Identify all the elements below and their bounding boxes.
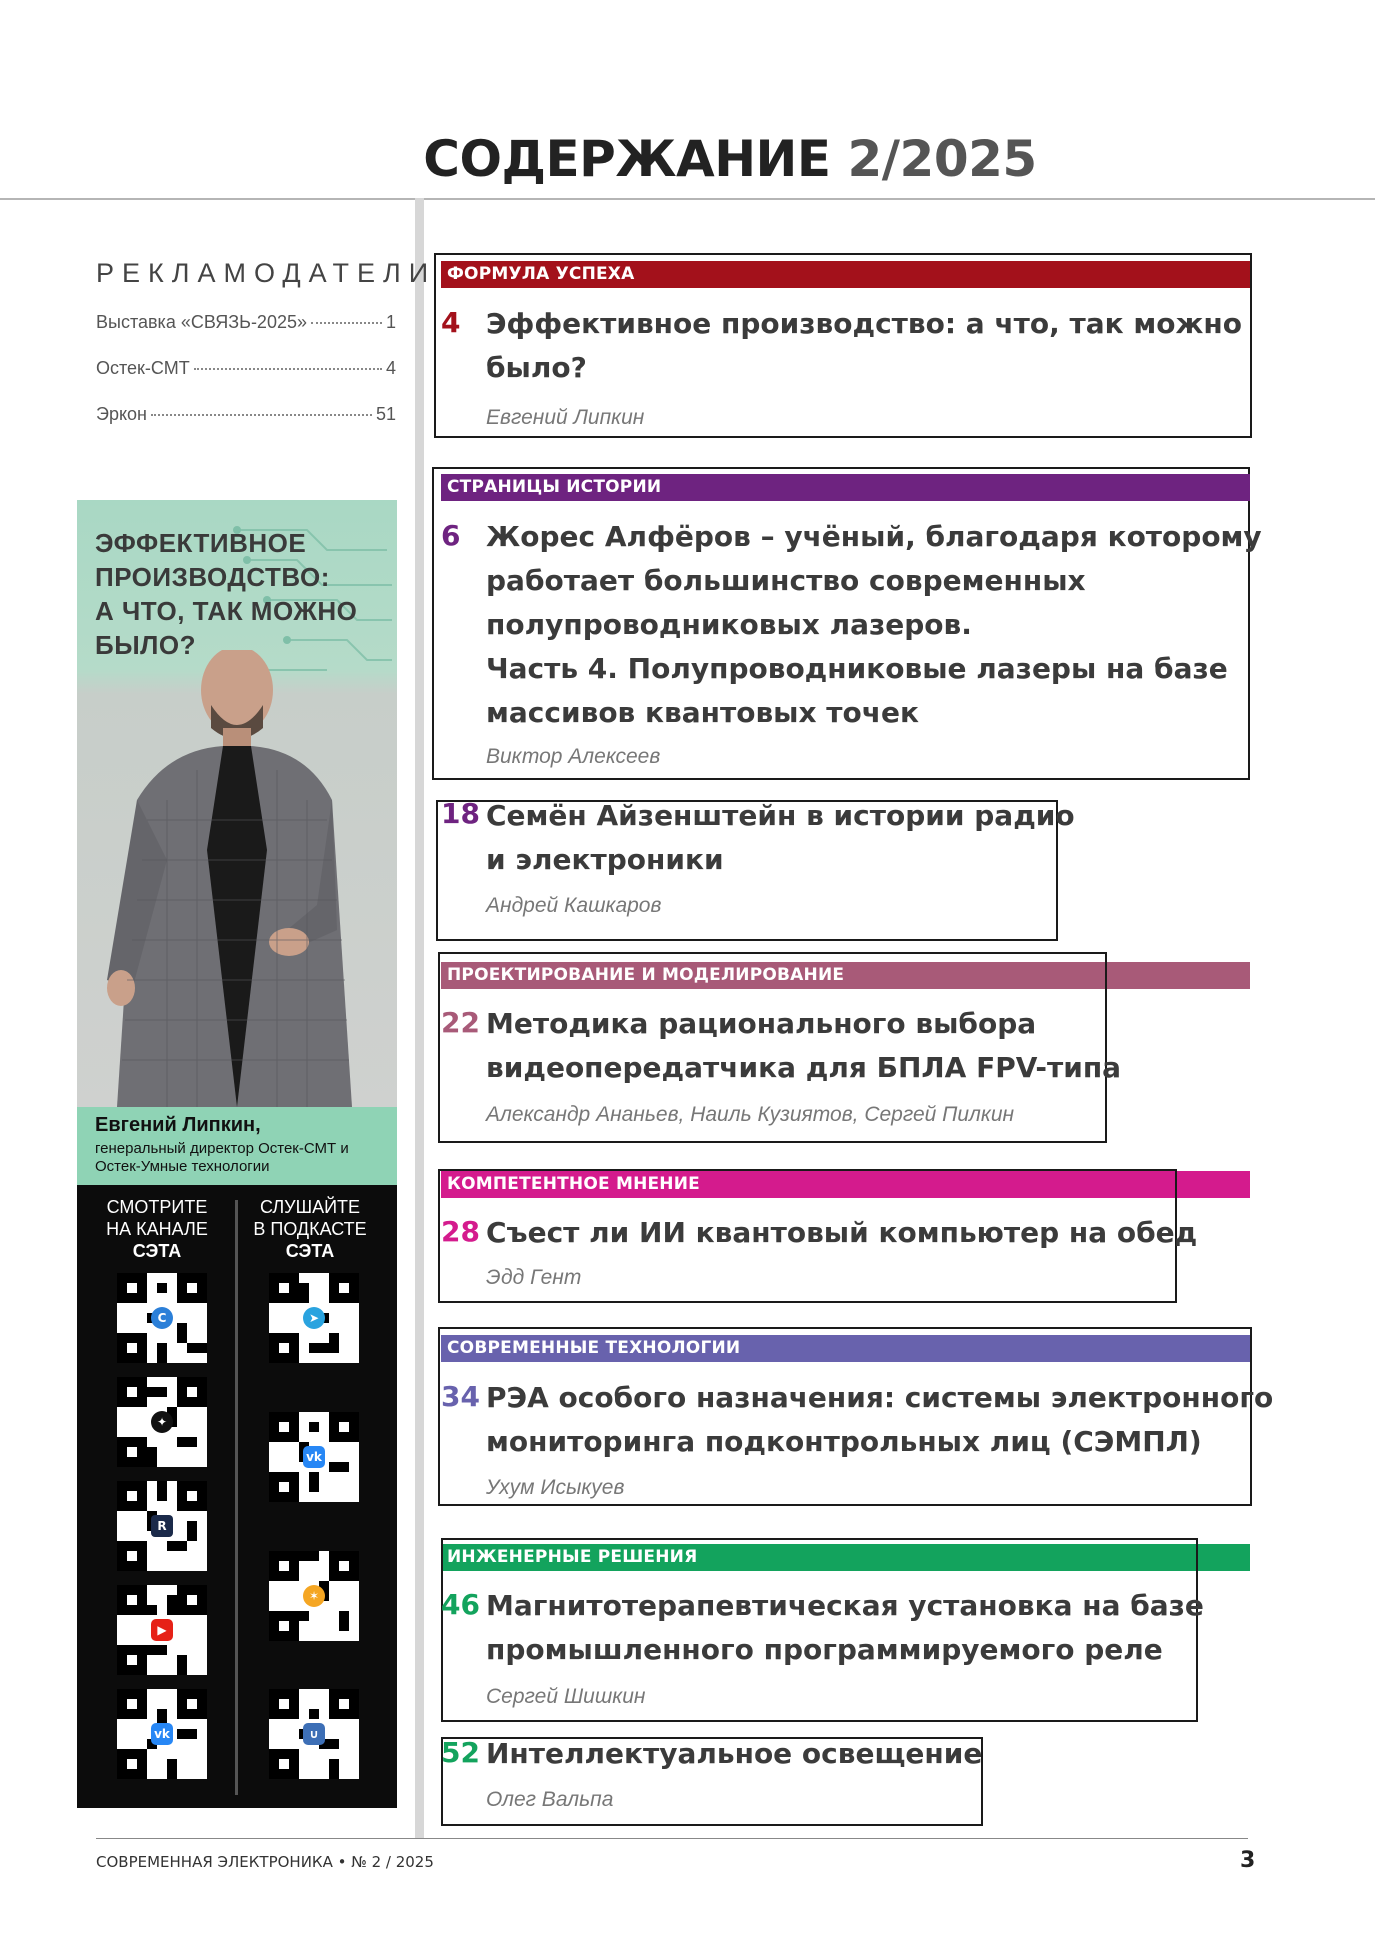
title-line: и электроники <box>486 843 724 876</box>
column-divider <box>415 198 424 1838</box>
title-line: Интеллектуальное освещение <box>486 1737 983 1770</box>
advertiser-name: Эркон <box>96 404 147 424</box>
advertiser-name: Выставка «СВЯЗЬ-2025» <box>96 312 307 332</box>
header-rule <box>0 198 1375 200</box>
footer-rule <box>96 1838 1248 1839</box>
dot-leader <box>311 322 382 324</box>
page-title <box>0 130 1375 188</box>
entry-title[interactable] <box>486 1732 982 1776</box>
title-line: Съест ли ИИ квантовый компьютер на обед <box>486 1216 1198 1249</box>
section-band: СОВРЕМЕННЫЕ ТЕХНОЛОГИИ <box>441 1335 1250 1362</box>
section-band: ИНЖЕНЕРНЫЕ РЕШЕНИЯ <box>441 1544 1250 1571</box>
section-band: ФОРМУЛА УСПЕХА <box>441 261 1250 288</box>
advertiser-page: 51 <box>375 404 396 424</box>
vk-icon: vk <box>303 1446 325 1468</box>
title-line: видеопередатчика для БПЛА FPV-типа <box>486 1051 1122 1084</box>
advertiser-name: Остек-СМТ <box>96 358 190 378</box>
entry-author: Сергей Шишкин <box>486 1685 646 1708</box>
title-line: Методика рационального выбора <box>486 1007 1037 1040</box>
advertiser-row[interactable] <box>96 358 396 382</box>
advertiser-page: 1 <box>385 312 396 332</box>
speaker-photo <box>77 650 397 1107</box>
entry-author: Александр Ананьев, Наиль Кузиятов, Сергей Пилкин <box>486 1103 1015 1126</box>
entry-title[interactable] <box>486 1002 1121 1090</box>
qr-code[interactable] <box>269 1689 359 1779</box>
section-band: КОМПЕТЕНТНОЕ МНЕНИЕ <box>441 1171 1250 1198</box>
qr-code[interactable] <box>117 1689 207 1779</box>
advertiser-row[interactable] <box>96 312 396 336</box>
label-line: В ПОДКАСТЕ <box>253 1219 367 1239</box>
qr-code[interactable] <box>117 1377 207 1467</box>
title-line: было? <box>486 351 587 384</box>
rutube-icon: R <box>151 1515 173 1537</box>
headline-line: А ЧТО, ТАК МОЖНО <box>95 596 358 626</box>
entry-author: Олег Вальпа <box>486 1788 614 1811</box>
dzen-icon: ✦ <box>151 1411 173 1433</box>
advertiser-page: 4 <box>385 358 396 378</box>
section-band: СТРАНИЦЫ ИСТОРИИ <box>441 474 1250 501</box>
speaker-role: генеральный директор Остек-СМТ и Остек-Умные технологии <box>95 1140 349 1175</box>
label-line: СЭТА <box>285 1241 335 1261</box>
advertisers-heading: РЕКЛАМОДАТЕЛИ <box>96 258 437 288</box>
entry-page-number: 6 <box>441 519 461 552</box>
journal-name: СОВРЕМЕННАЯ ЭЛЕКТРОНИКА • № 2 / 2025 <box>96 1853 434 1871</box>
entry-author: Евгений Липкин <box>486 406 645 429</box>
entry-author: Ухум Исыкуев <box>486 1476 625 1499</box>
vk-icon: vk <box>151 1723 173 1745</box>
title-line: мониторинга подконтрольных лиц (СЭМПЛ) <box>486 1425 1202 1458</box>
headline-line: ЭФФЕКТИВНОЕ <box>95 528 307 558</box>
seta-logo-icon: С <box>151 1307 173 1329</box>
qr-code[interactable] <box>269 1273 359 1363</box>
entry-author: Андрей Кашкаров <box>486 894 662 917</box>
advertiser-row[interactable] <box>96 404 396 428</box>
label-line: СЛУШАЙТЕ <box>259 1197 361 1217</box>
listen-podcast-label <box>240 1196 380 1262</box>
title-line: РЭА особого назначения: системы электронного <box>486 1381 1274 1414</box>
entry-title[interactable] <box>486 515 1262 735</box>
title-line: работает большинство современных <box>486 564 1086 597</box>
qr-column-divider <box>235 1200 238 1795</box>
advert-headline <box>95 526 357 662</box>
qr-code[interactable] <box>269 1412 359 1502</box>
title-text: СОДЕРЖАНИЕ <box>423 130 831 188</box>
title-line: массивов квантовых точек <box>486 696 919 729</box>
title-line: Эффективное производство: а что, так можно <box>486 307 1242 340</box>
title-line: промышленного программируемого реле <box>486 1633 1163 1666</box>
entry-author: Эдд Гент <box>486 1266 582 1289</box>
title-line: Часть 4. Полупроводниковые лазеры на базе <box>486 652 1228 685</box>
entry-page-number: 28 <box>441 1215 480 1248</box>
entry-title[interactable] <box>486 1584 1204 1672</box>
dot-leader <box>151 414 372 416</box>
yandex-music-icon: ✶ <box>303 1585 325 1607</box>
speaker-name: Евгений Липкин, <box>95 1114 261 1136</box>
advert-banner[interactable] <box>77 500 397 1808</box>
entry-title[interactable] <box>486 1376 1273 1464</box>
entry-title[interactable] <box>486 1211 1197 1255</box>
entry-title[interactable] <box>486 302 1242 390</box>
entry-page-number: 52 <box>441 1736 480 1769</box>
qr-code[interactable] <box>117 1273 207 1363</box>
title-line: полупроводниковых лазеров. <box>486 608 972 641</box>
entry-page-number: 46 <box>441 1588 480 1621</box>
watch-channel-label <box>87 1196 227 1262</box>
headline-line: ПРОИЗВОДСТВО: <box>95 562 330 592</box>
qr-code[interactable] <box>269 1551 359 1641</box>
entry-author: Виктор Алексеев <box>486 745 661 768</box>
title-line: Жорес Алфёров – учёный, благодаря которому <box>486 520 1262 553</box>
label-line: НА КАНАЛЕ <box>106 1219 208 1239</box>
telegram-icon: ➤ <box>303 1307 325 1329</box>
page-number: 3 <box>1240 1848 1256 1873</box>
dot-leader <box>194 368 382 370</box>
entry-page-number: 22 <box>441 1006 480 1039</box>
label-line: СМОТРИТЕ <box>106 1197 208 1217</box>
entry-title[interactable] <box>486 794 1075 882</box>
podcast-icon: ∪ <box>303 1723 325 1745</box>
youtube-icon: ▶ <box>151 1619 173 1641</box>
qr-code[interactable] <box>117 1585 207 1675</box>
section-band: ПРОЕКТИРОВАНИЕ И МОДЕЛИРОВАНИЕ <box>441 962 1250 989</box>
entry-page-number: 4 <box>441 306 461 339</box>
title-line: Семён Айзенштейн в истории радио <box>486 799 1075 832</box>
entry-page-number: 18 <box>441 797 480 830</box>
entry-page-number: 34 <box>441 1380 480 1413</box>
qr-code[interactable] <box>117 1481 207 1571</box>
headline-line: БЫЛО? <box>95 630 196 660</box>
title-line: Магнитотерапевтическая установка на базе <box>486 1589 1204 1622</box>
label-line: СЭТА <box>132 1241 182 1261</box>
issue-number: 2/2025 <box>847 130 1037 188</box>
